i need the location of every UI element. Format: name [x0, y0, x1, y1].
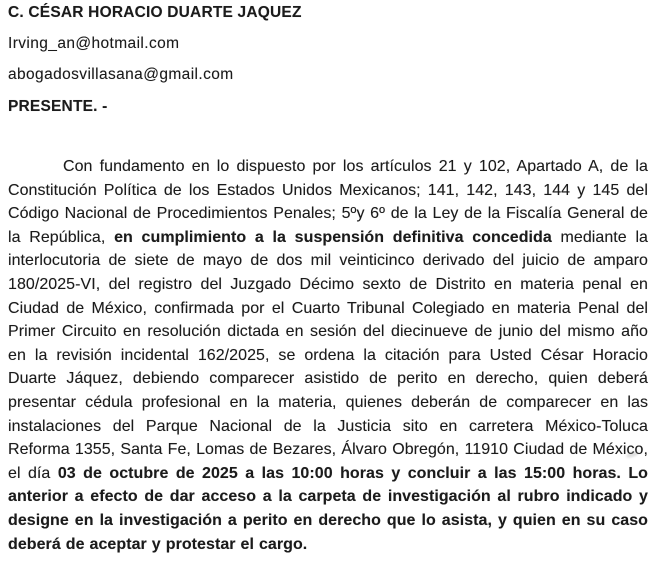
body-paragraph [8, 155, 648, 556]
body-segment-citation-details: mediante la interlocutoria de siete de mayo de dos mil veinticinco derivado del juicio de amparo 180/2025-VI, del registro del Juzgado Décimo sexto de Distrito en materia penal en Ciudad de México, confirmada por el Cuarto Tribunal Colegiado en materia Penal del Primer Circuito en resolución dictada en sesión del diecinueve de junio del mismo año en la revisión incidental 162/2025, se ordena la citación para Usted César Horacio Duarte Jáquez, debiendo comparecer asistido de perito en derecho, quien deberá presentar cédula profesional en la materia, quienes deberán de comparecer en las instalaciones del Parque Nacional de la Justicia sito en carretera México-Toluca Reforma 1355, Santa Fe, Lomas de Bezares, Álvaro Obregón, 11910 Ciudad de México, el día [8, 228, 648, 482]
body-segment-suspension-bold: en cumplimiento a la suspensión definitiva concedida [114, 228, 552, 246]
recipient-email-hotmail: Irving_an@hotmail.com [8, 35, 180, 52]
recipient-name: C. CÉSAR HORACIO DUARTE JAQUEZ [8, 4, 302, 21]
body-segment-date-instructions-bold: 03 de octubre de 2025 a las 10:00 horas y concluir a las 15:00 horas. Lo anterior a efecto de dar acceso a la carpeta de investigación al rubro indicado y designe en la investigación a perito en derecho que lo asista, y quien en su caso deberá de aceptar y protestar el cargo. [8, 464, 649, 553]
recipient-email-gmail: abogadosvillasana@gmail.com [8, 66, 234, 83]
body-segment-legal-basis: Con fundamento en lo dispuesto por los artículos 21 y 102, Apartado A, de la Constitución Política de los Estados Unidos Mexicanos; 141, 142, 143, 144 y 145 del Código Nacional de Procedimientos Penales; 5ºy 6º de la Ley de la Fiscalía General de la República, [8, 158, 648, 246]
salutation: PRESENTE. - [8, 98, 108, 115]
